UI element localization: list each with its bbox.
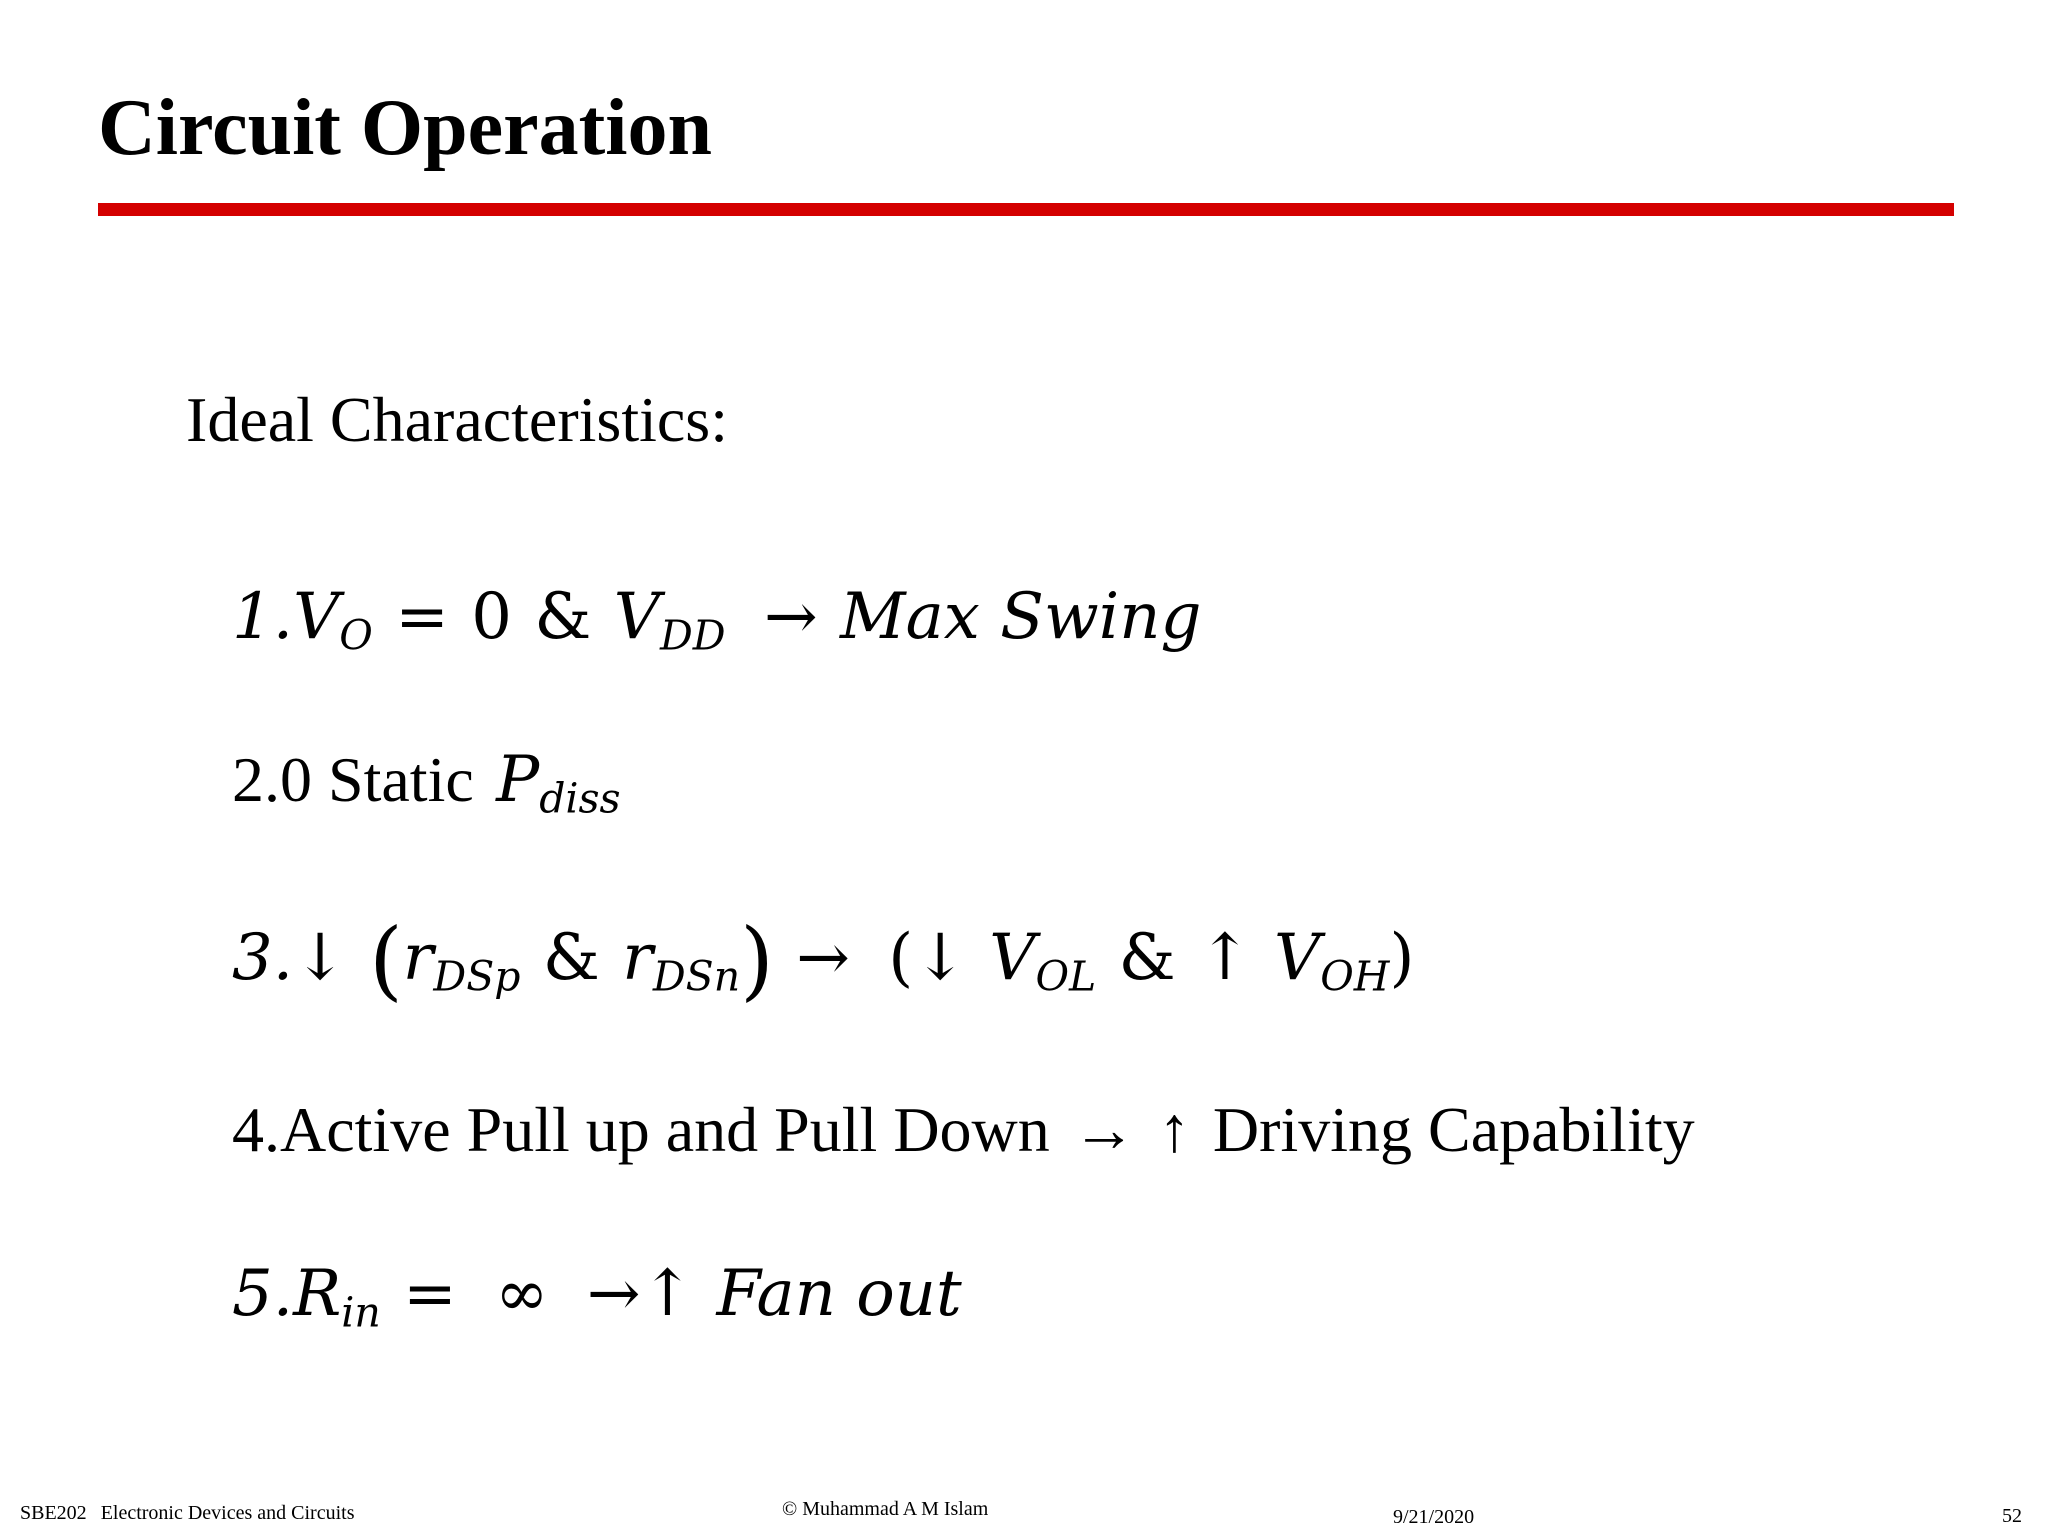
item-text: 0 Static <box>280 744 474 815</box>
symbol-vdd: V <box>613 580 660 654</box>
right-arrow-icon: → <box>586 1257 641 1331</box>
course-name: Electronic Devices and Circuits <box>100 1502 355 1524</box>
footer-course <box>20 1503 355 1523</box>
item-text: Max Swing <box>840 580 1202 654</box>
item-text: Fan out <box>716 1257 962 1331</box>
symbol-r: r <box>622 921 653 995</box>
item-number: 3. <box>232 921 294 995</box>
symbol-v: V <box>989 921 1036 995</box>
ampersand: & <box>1118 921 1176 995</box>
left-paren: ( <box>369 910 403 1011</box>
subscript-in: in <box>341 1288 381 1337</box>
list-item-4 <box>232 1094 1695 1165</box>
item-number: 2. <box>232 744 280 815</box>
subscript-oh: OH <box>1320 952 1390 1001</box>
item-number: 5. <box>232 1257 294 1331</box>
list-item-1 <box>232 580 1202 660</box>
section-heading: Ideal Characteristics: <box>186 384 728 455</box>
ampersand: & <box>534 580 592 654</box>
symbol-v: V <box>293 580 340 654</box>
symbol-p: P <box>496 743 540 817</box>
subscript-diss: diss <box>539 774 621 823</box>
equals-sign: = <box>403 1257 457 1331</box>
symbol-r: R <box>293 1257 342 1331</box>
symbol-v: V <box>1273 921 1321 995</box>
infinity-icon: ∞ <box>495 1257 549 1331</box>
item-text-2: Driving Capability <box>1212 1094 1695 1165</box>
up-arrow-icon: ↑ <box>1158 1094 1191 1165</box>
right-paren: ) <box>740 910 774 1011</box>
up-arrow-icon: ↑ <box>1197 921 1252 995</box>
right-arrow-icon: → <box>796 921 850 995</box>
subscript-o: O <box>339 611 373 660</box>
subscript-dsn: DSn <box>652 952 741 1001</box>
left-paren: ( <box>888 921 914 995</box>
right-arrow-icon: → <box>764 580 818 654</box>
symbol-r: r <box>402 921 434 995</box>
item-number: 4. <box>232 1094 280 1165</box>
subscript-dd: DD <box>659 611 726 660</box>
down-arrow-icon: ↓ <box>913 921 967 995</box>
item-text: Active Pull up and Pull Down <box>280 1094 1050 1165</box>
footer-author: © Muhammad A M Islam <box>782 1498 989 1520</box>
right-arrow-icon: → <box>1072 1094 1137 1165</box>
list-item-2 <box>232 743 621 823</box>
subscript-dsp: DSp <box>433 952 521 1001</box>
title-underline <box>98 203 1954 216</box>
list-item-5 <box>232 1257 962 1337</box>
course-code: SBE202 <box>20 1502 87 1524</box>
subscript-ol: OL <box>1035 952 1097 1001</box>
right-paren: ) <box>1389 921 1415 995</box>
list-item-3 <box>232 910 1415 1011</box>
ampersand: & <box>542 921 600 995</box>
slide-title: Circuit Operation <box>98 84 713 172</box>
value-zero: 0 <box>471 580 512 654</box>
up-arrow-icon: ↑ <box>640 1257 695 1331</box>
footer-date: 9/21/2020 <box>1393 1506 1475 1528</box>
equals-sign: = <box>395 580 449 654</box>
page-number: 52 <box>2002 1505 2022 1527</box>
down-arrow-icon: ↓ <box>293 921 347 995</box>
item-number: 1. <box>232 580 294 654</box>
